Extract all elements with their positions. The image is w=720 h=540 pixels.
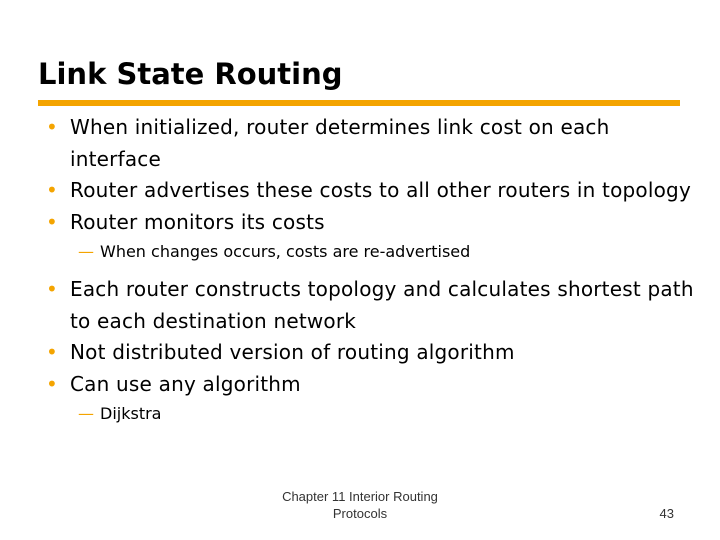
bullet-text: When initialized, router determines link cost on each interface	[70, 115, 610, 171]
bullet-item	[42, 369, 702, 401]
footer-chapter-title	[260, 488, 460, 522]
bullet-item	[42, 274, 702, 337]
bullet-dot-icon: •	[46, 340, 58, 364]
footer-line: Chapter 11 Interior Routing	[282, 489, 438, 504]
bullet-list	[42, 112, 702, 436]
dash-icon: —	[78, 242, 94, 261]
bullet-dot-icon: •	[46, 115, 58, 139]
bullet-dot-icon: •	[46, 178, 58, 202]
footer-line: Protocols	[332, 506, 388, 521]
bullet-dot-icon: •	[46, 209, 58, 234]
page-number: 43	[659, 506, 674, 521]
bullet-text: Not distributed version of routing algorithm	[70, 340, 515, 364]
dash-icon: —	[78, 404, 94, 423]
sub-bullet-item	[42, 402, 702, 426]
sub-bullet-text: When changes occurs, costs are re-advertised	[100, 242, 471, 261]
bullet-text: Can use any algorithm	[70, 371, 301, 396]
bullet-text: Router monitors its costs	[70, 209, 325, 234]
bullet-dot-icon: •	[46, 277, 58, 301]
bullet-text: Router advertises these costs to all other routers in topology	[70, 178, 691, 202]
title-underline-bar	[38, 100, 680, 106]
bullet-item	[42, 207, 702, 239]
sub-bullet-item	[42, 240, 702, 264]
bullet-dot-icon: •	[46, 371, 58, 396]
bullet-item	[42, 112, 702, 175]
bullet-item	[42, 175, 702, 207]
bullet-item	[42, 337, 702, 369]
slide-title: Link State Routing	[38, 57, 343, 91]
sub-bullet-text: Dijkstra	[100, 404, 162, 423]
bullet-text: Each router constructs topology and calculates shortest path to each destination network	[70, 277, 694, 333]
